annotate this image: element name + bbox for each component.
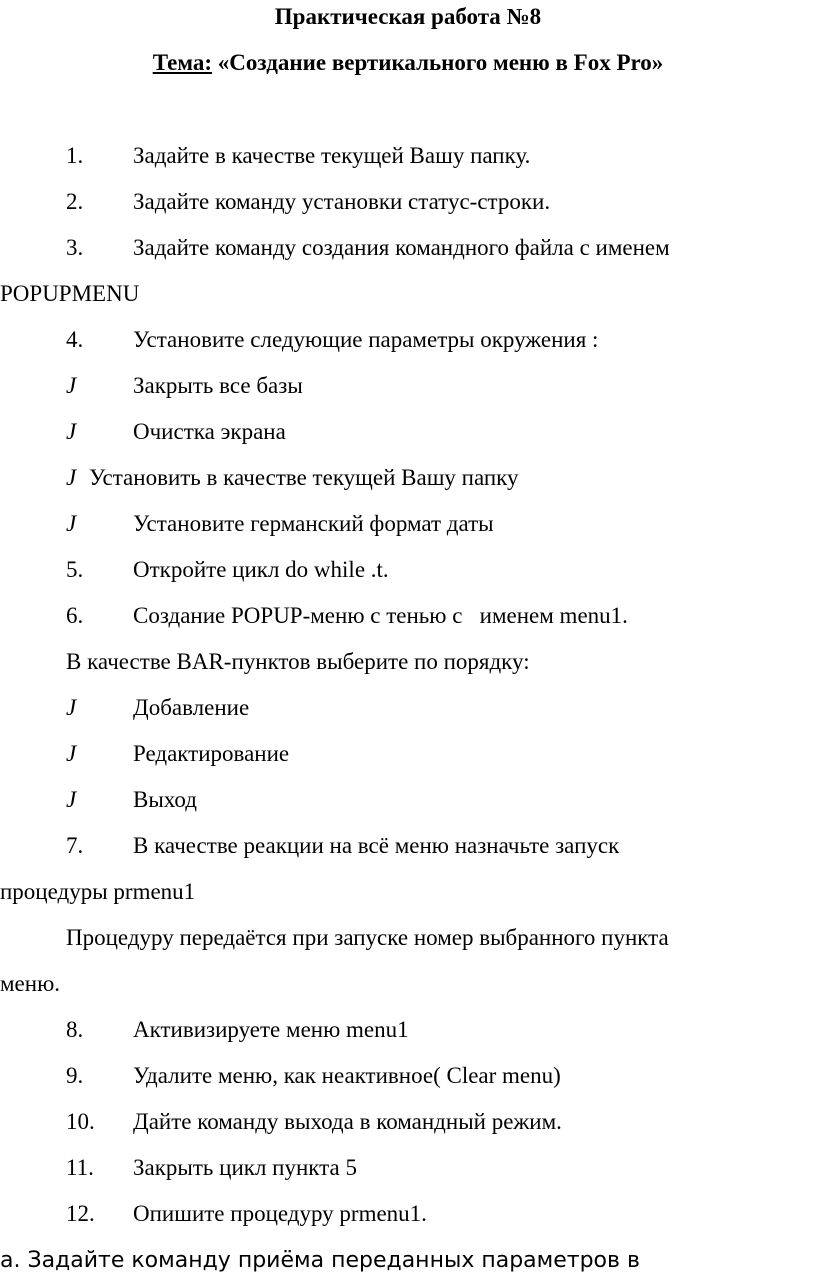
page-title: Практическая работа №8 xyxy=(274,4,542,29)
item-number: 7. xyxy=(66,833,84,858)
item-number: 1. xyxy=(66,143,84,168)
bullet-mark: J xyxy=(66,741,77,766)
item-number: 10. xyxy=(66,1109,95,1134)
item-number: 2. xyxy=(66,189,84,214)
bullet-text: Редактирование xyxy=(133,741,290,766)
item-number: 11. xyxy=(66,1155,94,1180)
bullet-text: Добавление xyxy=(133,695,250,720)
item-text: Активизируете меню menu1 xyxy=(133,1017,409,1042)
subtitle-label: Тема: xyxy=(152,50,213,75)
bullet-mark: J xyxy=(66,465,77,490)
item-number: 12. xyxy=(66,1201,95,1226)
sub-item-a: a. Задайте команду приёма переданных параметров в xyxy=(0,1248,640,1273)
item-text: Создание POPUP-меню с тенью с именем menu1. xyxy=(133,603,628,628)
item-text: Задайте в качестве текущей Вашу папку. xyxy=(133,143,531,168)
item-number: 4. xyxy=(66,327,84,352)
bullet-text: Закрыть все базы xyxy=(133,373,303,398)
subtitle-text: «Создание вертикального меню в Fox Pro» xyxy=(212,50,664,75)
item-number: 8. xyxy=(66,1017,84,1042)
item-number: 9. xyxy=(66,1063,84,1088)
item-text: Дайте команду выхода в командный режим. xyxy=(133,1109,562,1134)
page-subtitle xyxy=(0,50,816,76)
procedure-note-line1: Процедуру передаётся при запуске номер выбранного пункта xyxy=(66,925,669,950)
item-text: Закрыть цикл пункта 5 xyxy=(133,1155,357,1180)
item-text: Задайте команду установки статус-строки. xyxy=(133,189,551,214)
item-text: Установите следующие параметры окружения : xyxy=(133,327,599,352)
bullet-text: Установите германский формат даты xyxy=(133,511,494,536)
bullet-text: Выход xyxy=(133,787,197,812)
item-text: Задайте команду создания командного файла с именем xyxy=(133,235,670,260)
bullet-mark: J xyxy=(66,787,77,812)
item-number: 3. xyxy=(66,235,84,260)
bullet-mark: J xyxy=(66,373,77,398)
item-number: 5. xyxy=(66,557,84,582)
item-text-continuation: процедуры prmenu1 xyxy=(0,879,196,904)
procedure-note-line2: меню. xyxy=(0,971,61,996)
bullet-mark: J xyxy=(66,695,77,720)
bullet-mark: J xyxy=(66,511,77,536)
item-text: В качестве реакции на всё меню назначьте запуск xyxy=(133,833,620,858)
item-text-continuation: POPUPMENU xyxy=(0,281,140,306)
item-text: Удалите меню, как неактивное( Clear menu) xyxy=(133,1063,561,1088)
bar-intro: В качестве BAR-пунктов выберите по порядку: xyxy=(66,649,530,674)
bullet-mark: J xyxy=(66,419,77,444)
item-text: Опишите процедуру prmenu1. xyxy=(133,1201,427,1226)
item-number: 6. xyxy=(66,603,84,628)
item-text: Откройте цикл do while .t. xyxy=(133,557,389,582)
bullet-text: Установить в качестве текущей Вашу папку xyxy=(89,465,519,490)
bullet-text: Очистка экрана xyxy=(133,419,286,444)
